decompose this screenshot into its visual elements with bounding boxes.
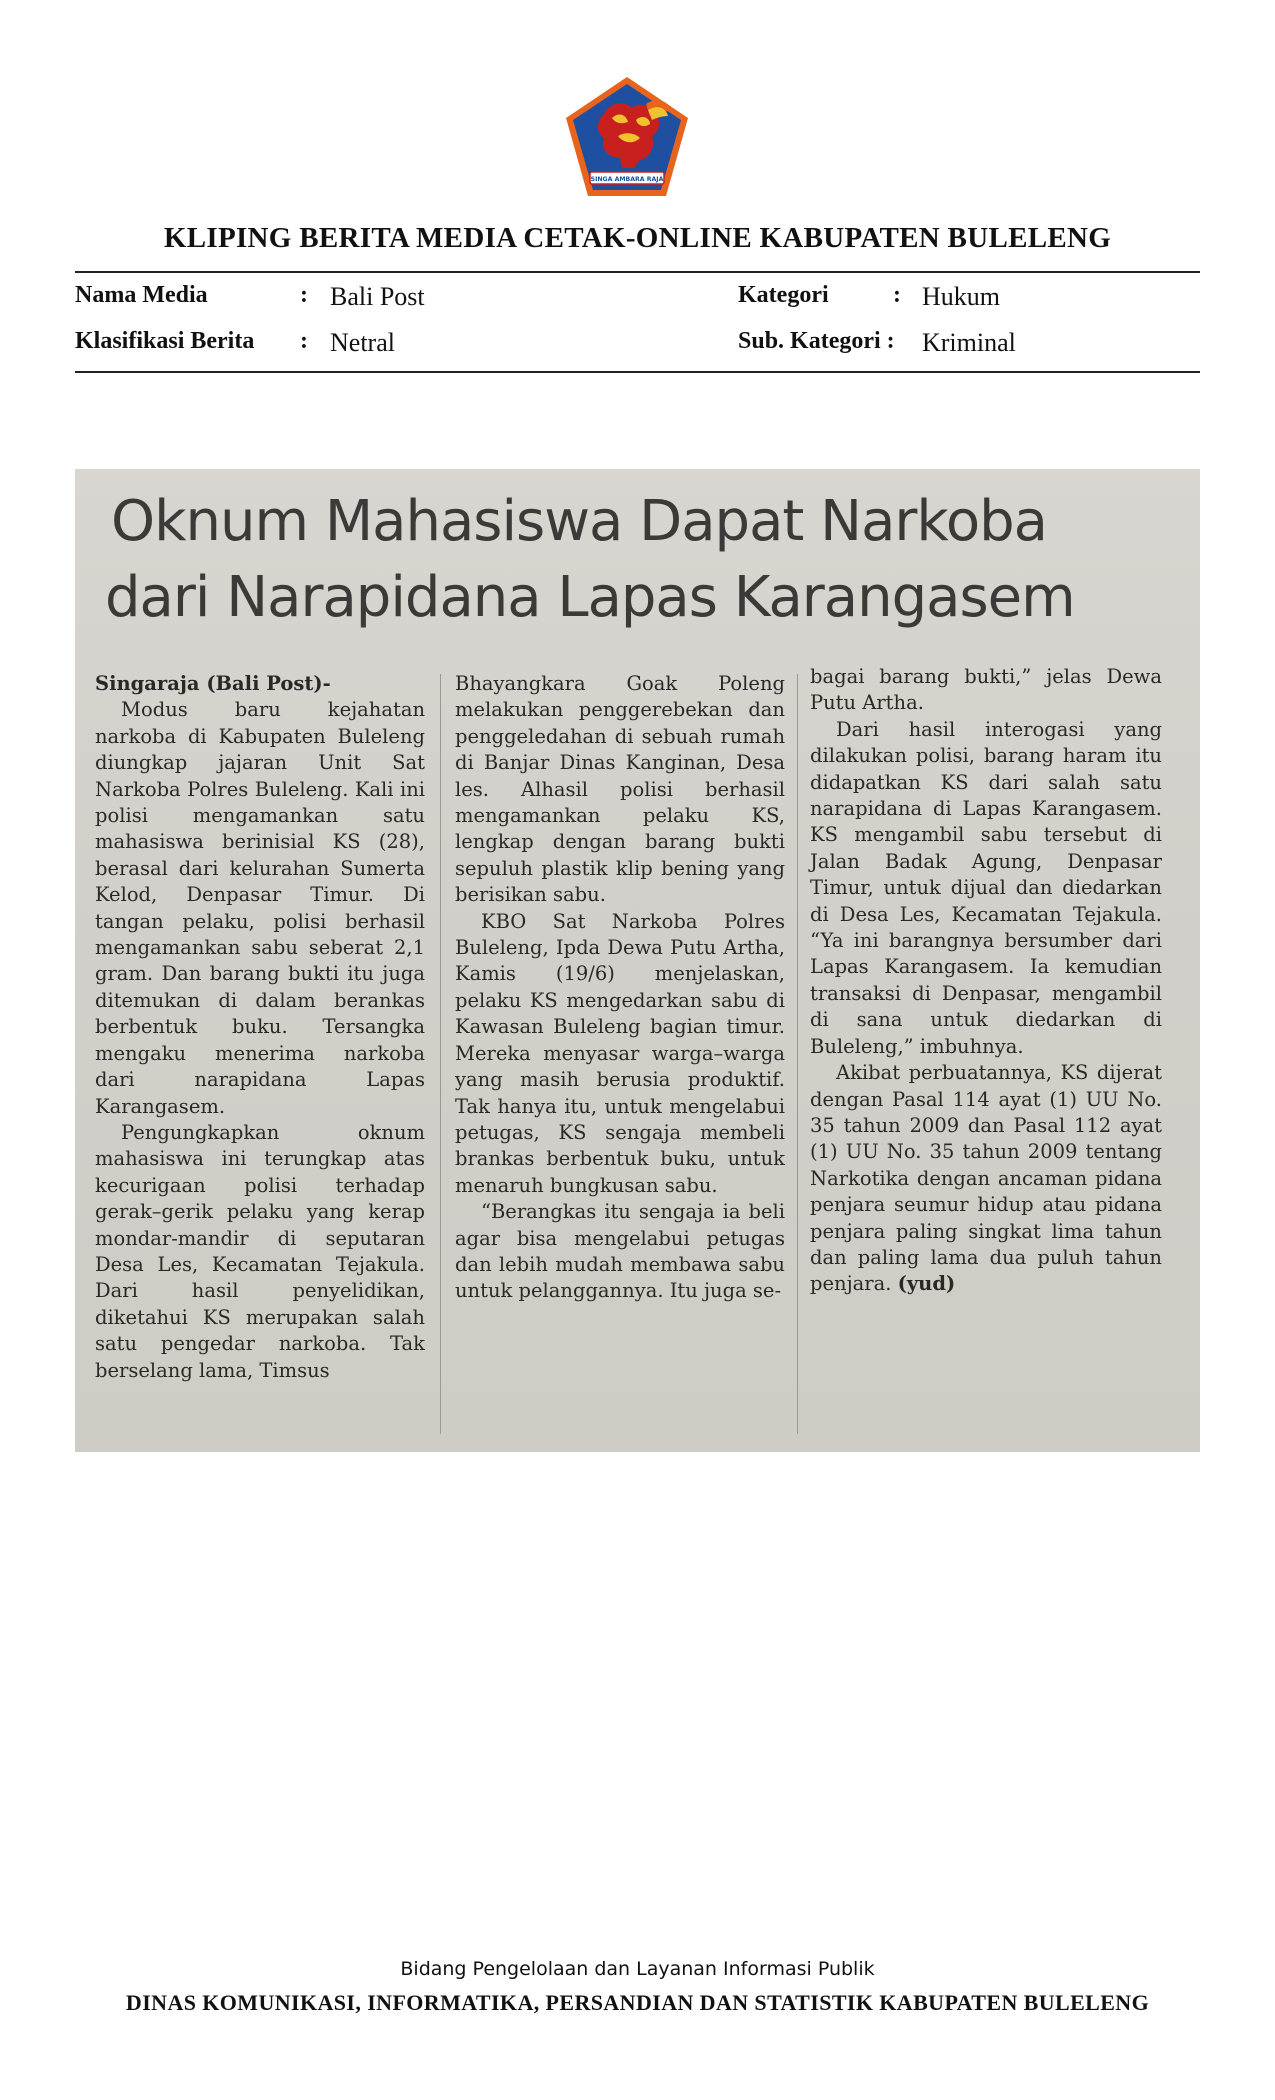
article-column-2 bbox=[455, 671, 785, 1305]
media-label: Nama Media bbox=[75, 282, 208, 308]
article-paragraph: bagai barang bukti,” jelas Dewa Putu Artha. bbox=[810, 665, 1162, 715]
column-divider-1 bbox=[440, 674, 441, 1434]
headline-line-1: Oknum Mahasiswa Dapat Narkoba bbox=[111, 489, 1047, 554]
article-paragraph-text: Akibat perbuatannya, KS dijerat dengan Pasal 114 ayat (1) UU No. 35 tahun 2009 dan Pasal 112 ayat (1) UU No. 35 tahun 2009 tentang Narkotika dengan ancaman pidana penjara seumur hidup atau pidana penjara paling singkat lima tahun dan paling lama dua puluh tahun penjara. bbox=[810, 1061, 1162, 1296]
footer-division: Bidang Pengelolaan dan Layanan Informasi Publik bbox=[400, 1958, 875, 1980]
subkategori-label: Sub. Kategori : bbox=[738, 328, 895, 354]
article-column-1 bbox=[95, 671, 425, 1384]
top-divider bbox=[75, 271, 1200, 273]
singa-ambara-raja-emblem-icon bbox=[562, 74, 692, 200]
article-column-3 bbox=[810, 664, 1162, 1298]
regency-logo bbox=[562, 74, 692, 200]
klasifikasi-label: Klasifikasi Berita bbox=[75, 328, 255, 354]
kategori-label: Kategori bbox=[738, 282, 829, 308]
dateline: Singaraja (Bali Post)- bbox=[95, 672, 331, 695]
subkategori-value: Kriminal bbox=[922, 328, 1016, 357]
article-paragraph: Dari hasil interogasi yang dilakukan polisi, barang haram itu didapatkan KS dari salah satu narapidana di Lapas Karangasem. KS mengambil sabu tersebut di Jalan Badak Agung, Denpasar Timur, untuk dijual dan diedarkan di Desa Les, Kecamatan Tejakula. “Ya ini barangnya bersumber dari Lapas Karangasem. Ia kemudian transaksi di Denpasar, mengambil di sana untuk diedarkan di Buleleng,” imbuhnya. bbox=[810, 717, 1162, 1058]
document-title: KLIPING BERITA MEDIA CETAK-ONLINE KABUPATEN BULELENG bbox=[163, 222, 1112, 254]
article-paragraph bbox=[810, 1060, 1162, 1298]
article-paragraph: KBO Sat Narkoba Polres Buleleng, Ipda Dewa Putu Artha, Kamis (19/6) menjelaskan, pelaku KS mengedarkan sabu di Kawasan Buleleng bagian timur. Mereka menyasar warga–warga yang masih berusia produktif. Tak hanya itu, untuk mengelabui petugas, KS sengaja membeli brankas berbentuk buku, untuk menaruh bungkusan sabu. bbox=[455, 909, 785, 1197]
article-paragraph: Modus baru kejahatan narkoba di Kabupaten Buleleng diungkap jajaran Unit Sat Narkoba Polres Buleleng. Kali ini polisi mengamankan satu mahasiswa berinisial KS (28), berasal dari kelurahan Sumerta Kelod, Denpasar Timur. Di tangan pelaku, polisi berhasil mengamankan sabu seberat 2,1 gram. Dan barang bukti itu juga ditemukan di dalam berankas berbentuk buku. Tersangka mengaku menerima narkoba dari narapidana Lapas Karangasem. bbox=[95, 698, 425, 1118]
article-paragraph: Bhayangkara Goak Poleng melakukan penggerebekan dan penggeledahan di sebuah rumah di Banjar Dinas Kanginan, Desa les. Alhasil polisi berhasil mengamankan pelaku KS, lengkap dengan barang bukti sepuluh plastik klip bening yang berisikan sabu. bbox=[455, 672, 785, 907]
kategori-colon: : bbox=[893, 282, 901, 308]
author-signoff: (yud) bbox=[897, 1272, 956, 1296]
media-colon: : bbox=[300, 282, 308, 308]
headline-line-2: dari Narapidana Lapas Karangasem bbox=[105, 565, 1075, 630]
klasifikasi-colon: : bbox=[300, 328, 308, 354]
footer-agency: DINAS KOMUNIKASI, INFORMATIKA, PERSANDIAN DAN STATISTIK KABUPATEN BULELENG bbox=[125, 1990, 1150, 2015]
bottom-divider bbox=[75, 371, 1200, 373]
kategori-value: Hukum bbox=[922, 282, 1000, 311]
column-divider-2 bbox=[797, 674, 798, 1434]
svg-text:SINGA AMBARA RAJA: SINGA AMBARA RAJA bbox=[590, 176, 664, 183]
media-value: Bali Post bbox=[330, 282, 425, 311]
newspaper-clipping bbox=[75, 469, 1200, 1452]
article-paragraph: Pengungkapkan oknum mahasiswa ini terungkap atas kecurigaan polisi terhadap gerak–gerik pelaku yang kerap mondar-mandir di seputaran Desa Les, Kecamatan Tejakula. Dari hasil penyelidikan, diketahui KS merupakan salah satu pengedar narkoba. Tak berselang lama, Timsus bbox=[95, 1120, 425, 1382]
article-paragraph: “Berangkas itu sengaja ia beli agar bisa mengelabui petugas dan lebih mudah membawa sabu untuk pelanggannya. Itu juga se- bbox=[455, 1200, 785, 1303]
klasifikasi-value: Netral bbox=[330, 328, 395, 357]
